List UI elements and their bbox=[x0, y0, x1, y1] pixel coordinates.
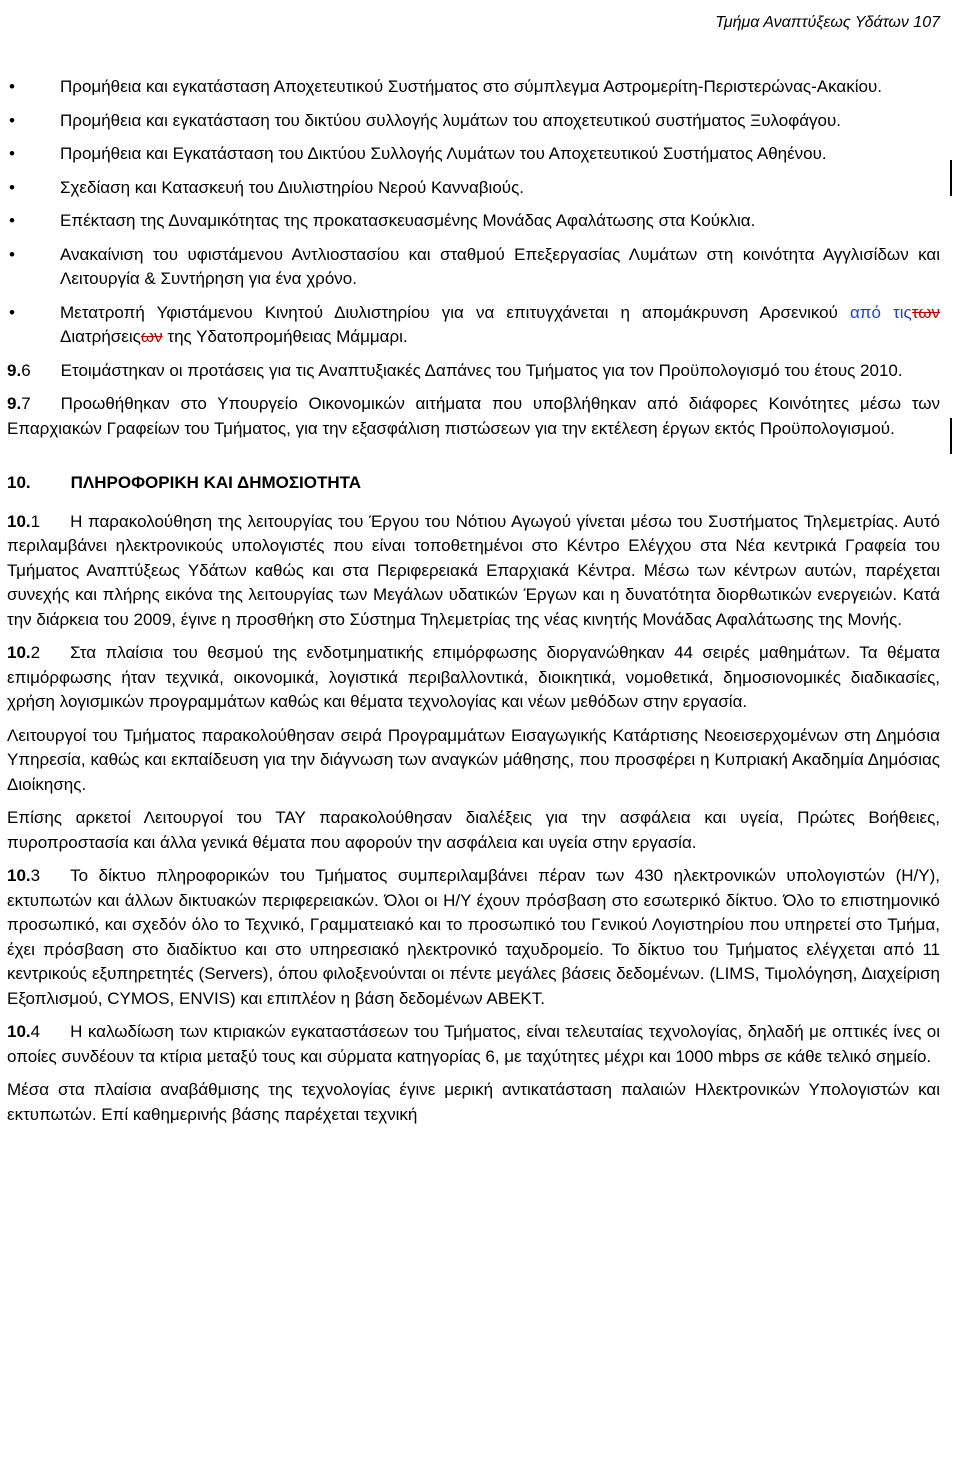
paragraph-number-suffix: 6 bbox=[21, 360, 31, 380]
list-item: • Προμήθεια και Εγκατάσταση του Δικτύου Συλλογής Λυμάτων του Αποχετευτικού Συστήματος Αθηένου. bbox=[7, 142, 940, 167]
revision-bar-bottom bbox=[950, 418, 952, 454]
section-title: ΠΛΗΡΟΦΟΡΙΚΗ ΚΑΙ ΔΗΜΟΣΙΟΤΗΤΑ bbox=[70, 473, 362, 492]
paragraph-officers: Λειτουργοί του Τμήματος παρακολούθησαν σειρά Προγραμμάτων Εισαγωγικής Κατάρτισης Νεοεισερχομένων στη Δημόσια Υπηρεσία, καθώς και εκπαίδευση για την διάγνωση των αναγκών μάθησης, που προσφέρει η Κυπριακή Ακαδημία Δημόσιας Διοίκησης. bbox=[7, 725, 940, 794]
section-heading bbox=[7, 471, 940, 496]
paragraph-number: 10. bbox=[7, 643, 31, 662]
paragraph-10-2 bbox=[7, 641, 940, 715]
paragraph-text: Προωθήθηκαν στο Υπουργείο Οικονομικών αιτήματα που υποβλήθηκαν από διάφορες Κοινότητες μέσω των Επαρχιακών Γραφείων του Τμήματος, για την εξασφάλιση πιστώσεων για την εκτέλεση έργων εκτός Προϋπολογισμού. bbox=[7, 394, 940, 438]
list-item bbox=[7, 301, 940, 350]
text-run: της Υδατοπρομήθειας Μάμμαρι. bbox=[162, 327, 408, 346]
deleted-text: ων bbox=[140, 327, 163, 346]
revision-bar-top bbox=[950, 160, 952, 196]
list-item: • Ανακαίνιση του υφιστάμενου Αντλιοστασίου και σταθμού Επεξεργασίας Λυμάτων στη κοινότητα Αγγλισίδων και Λειτουργία & Συντήρηση για ένα χρόνο. bbox=[7, 243, 940, 292]
page-header: Τμήμα Αναπτύξεως Υδάτων 107 bbox=[715, 14, 940, 31]
paragraph-text: Η καλωδίωση των κτιριακών εγκαταστάσεων του Τμήματος, είναι τελευταίας τεχνολογίας, δηλαδή με οπτικές ίνες οι οποίες συνδέουν τα κτίρια μεταξύ τους και σύρματα κατηγορίας 6, με ταχύτητες μέχρι και 1000 mbps σε κάθε τελικό σημείο. bbox=[7, 1022, 940, 1066]
list-item: • Επέκταση της Δυναμικότητας της προκατασκευασμένης Μονάδας Αφαλάτωσης στα Κούκλια. bbox=[7, 209, 940, 234]
paragraph-number-suffix: 1 bbox=[30, 511, 41, 531]
paragraph-number-suffix: 7 bbox=[21, 394, 31, 413]
paragraph-upgrade: Μέσα στα πλαίσια αναβάθμισης της τεχνολογίας έγινε μερική αντικατάσταση παλαιών Ηλεκτρονικών Υπολογιστών και εκτυπωτών. Επί καθημερινής βάσης παρέχεται τεχνική bbox=[7, 1080, 940, 1124]
inserted-text: από τις bbox=[849, 302, 912, 322]
document-body bbox=[7, 75, 940, 1136]
paragraph-text: Ετοιμάστηκαν οι προτάσεις για τις Αναπτυξιακές Δαπάνες του Τμήματος για τον Προϋπολογισμό του έτους 2010. bbox=[60, 360, 903, 380]
paragraph-9-7 bbox=[7, 392, 940, 441]
paragraph-text: Στα πλαίσια του θεσμού της ενδοτμηματικής επιμόρφωσης διοργανώθηκαν 44 σειρές μαθημάτων. Τα θέματα επιμόρφωσης ήταν τεχνικά, οικονομικά, λογιστικά περιβαλλοντικά, διοικητικά, νομοθετικά, δημοσιονομικές διαδικασίες, χρήση λογισμικών προγραμμάτων καθώς και θέματα τεχνολογίας και νέων μεθόδων στην εργασία. bbox=[7, 643, 940, 711]
paragraph-number: 9. bbox=[7, 394, 22, 413]
paragraph-safety: Επίσης αρκετοί Λειτουργοί του ΤΑΥ παρακολούθησαν διαλέξεις για την ασφάλεια και υγεία, Πρώτες Βοήθειες, πυροπροστασία και άλλα γενικά θέματα που αφορούν την ασφάλεια και υγεία στην εργασία. bbox=[7, 808, 940, 852]
text-run: Μετατροπή Υφιστάμενου Κινητού Διυλιστηρίου για να επιτυγχάνεται η απομάκρυνση Αρσενικού bbox=[60, 302, 850, 322]
paragraph-number-suffix: 4 bbox=[30, 1022, 41, 1041]
section-number: 10. bbox=[7, 473, 31, 492]
paragraph-text: Το δίκτυο πληροφορικών του Τμήματος συμπεριλαμβάνει πέραν των 430 ηλεκτρονικών υπολογιστών (Η/Υ), εκτυπωτών και άλλων δικτυακών περιφερειακών. Όλοι οι Η/Υ έχουν πρόσβαση στο εσωτερικό δίκτυο. Όλο το επιστημονικό προσωπικό, και σχεδόν όλο το Τεχνικό, Γραμματειακό και το προσωπικό του Γενικού Λογιστηρίου που υπηρετεί στο Τμήμα, έχει πρόσβαση στο διαδίκτυο και στο υπηρεσιακό ηλεκτρονικό ταχυδρομείο. Το δίκτυο του Τμήματος ελέγχεται από 11 κεντρικούς εξυπηρετητές (Servers), όπου φιλοξενούνται οι πέντε μεγάλες βάσεις δεδομένων. (LIMS, Τιμολόγηση, Διαχείριση Εξοπλισμού, CYMOS, ENVIS) και επιπλέον η βάση δεδομένων ΑΒΕΚΤ. bbox=[7, 866, 940, 1008]
project-list bbox=[7, 75, 940, 350]
paragraph-9-6 bbox=[7, 359, 940, 384]
paragraph-10-1 bbox=[7, 510, 940, 633]
deleted-text: των bbox=[911, 302, 940, 322]
paragraph-number-suffix: 3 bbox=[30, 866, 41, 885]
text-run: Διατρήσεις bbox=[60, 327, 141, 346]
list-item: • Σχεδίαση και Κατασκευή του Διυλιστηρίου Νερού Κανναβιούς. bbox=[7, 176, 940, 201]
paragraph-number: 9. bbox=[7, 360, 22, 380]
paragraph-text: Η παρακολούθηση της λειτουργίας του Έργου του Νότιου Αγωγού γίνεται μέσω του Συστήματος Τηλεμετρίας. Αυτό περιλαμβάνει ηλεκτρονικούς υπολογιστές που είναι τοποθετημένοι στο Κέντρο Ελέγχου στα Νέα κεντρικά Γραφεία του Τμήματος Αναπτύξεως Υδάτων καθώς και στα Περιφερειακά Επαρχιακά Κέντρα. Μέσω των κέντρων αυτών, παρέχεται συνεχής και πλήρης εικόνα της λειτουργίας των Μεγάλων υδατικών Έργων και η δυνατότητα διορθωτικών ενεργειών. Κατά την διάρκεια του 2009, έγινε η προσθήκη στο Σύστημα Τηλεμετρίας της νέας κινητής Μονάδας Αφαλάτωσης της Μονής. bbox=[7, 511, 940, 629]
paragraph-10-3 bbox=[7, 864, 940, 1011]
list-item: • Προμήθεια και εγκατάσταση του δικτύου συλλογής λυμάτων του αποχετευτικού συστήματος Ξυλοφάγου. bbox=[7, 109, 940, 134]
list-item: • Προμήθεια και εγκατάσταση Αποχετευτικού Συστήματος στο σύμπλεγμα Αστρομερίτη-Περιστερώνας-Ακακίου. bbox=[7, 75, 940, 100]
paragraph-number-suffix: 2 bbox=[30, 643, 41, 662]
paragraph-number: 10. bbox=[7, 1022, 31, 1041]
paragraph-10-4 bbox=[7, 1020, 940, 1069]
paragraph-number: 10. bbox=[7, 866, 31, 885]
paragraph-number: 10. bbox=[7, 511, 31, 531]
